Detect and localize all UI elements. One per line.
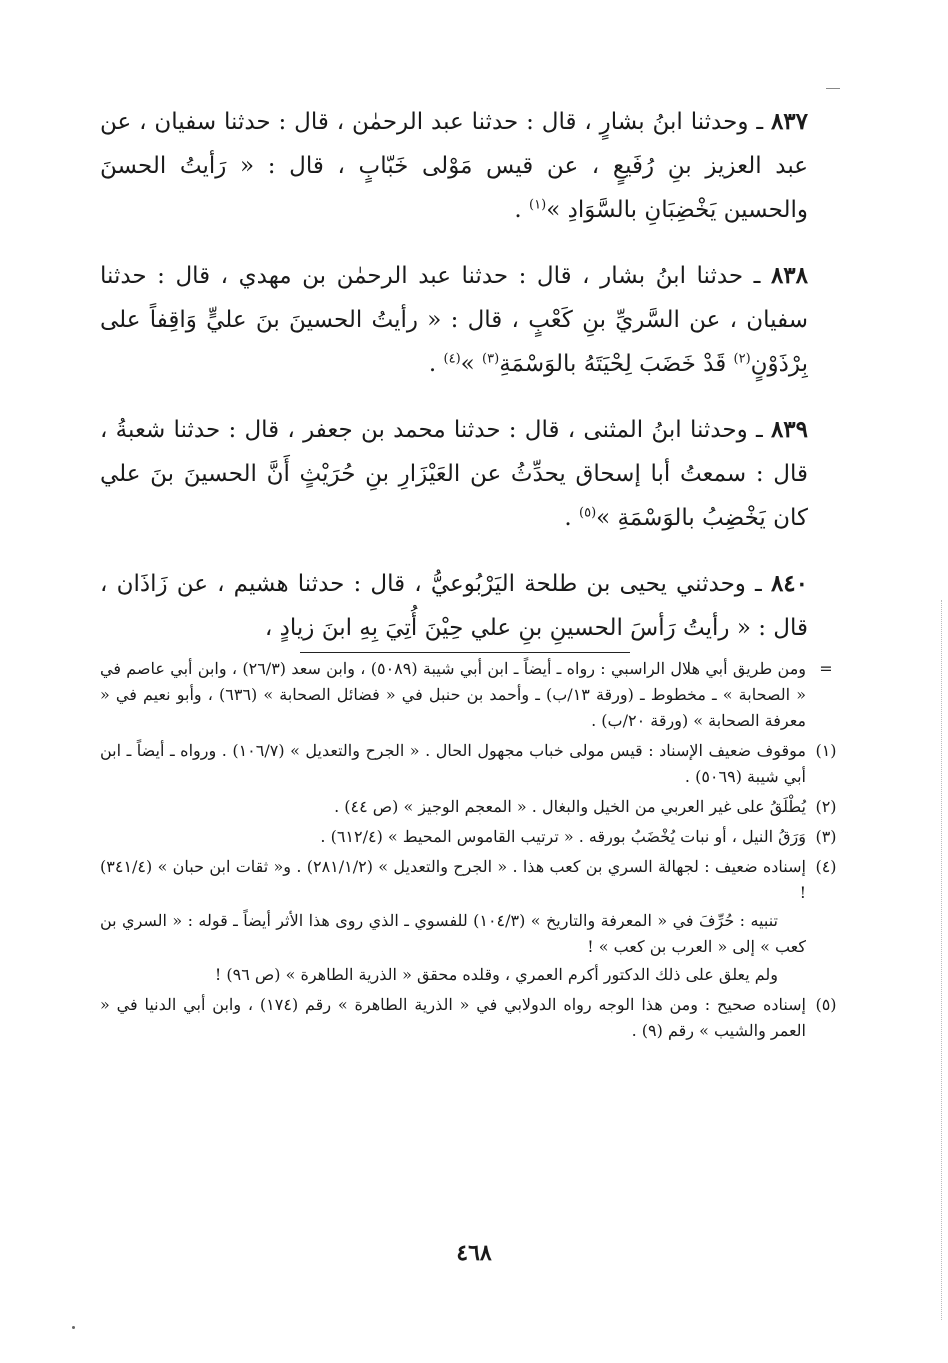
footnote-continuation [100, 656, 846, 734]
page-edge [940, 600, 942, 1320]
footnote-body [100, 824, 806, 850]
hadith-text: ـ وحدثنا ابنُ بشارٍ ، قال : حدثنا عبد الرحمٰن ، قال : حدثنا سفيان ، عن عبد العزيز بنِ رُفَيعٍ ، عن قيس مَوْلى خَبّابٍ ، قال : « رَأيتُ الحسنَ والحسين يَخْضِبَانِ بالسَّوَادِ » [100, 109, 808, 223]
footnote-3 [100, 824, 846, 850]
footnote-mark: (٥) [815, 995, 837, 1014]
footnote-mark: = [819, 659, 833, 678]
hadith-837 [100, 100, 808, 240]
footnote-note: ولم يعلق على ذلك الدكتور أكرم العمري ، وقلده محقق « الذرية الطاهرة » (ص ٩٦) ! [214, 965, 778, 984]
footnote-mark: (١) [815, 741, 837, 760]
footnotes [100, 656, 846, 1048]
footnote-body [100, 794, 806, 820]
footnote-2 [100, 794, 846, 820]
footnote-body [100, 992, 806, 1044]
footnote-4 [100, 854, 846, 988]
footnote-ref[interactable]: (١) [529, 197, 547, 213]
footnote-ref[interactable]: (٤) [443, 351, 461, 367]
footnote-note: تنبيه : حُرِّفَ في « المعرفة والتاريخ » (١٠٤/٣) للفسوي ـ الذي روى هذا الأثر أيضاً ـ قوله : « السري بن كعب » إلى « العرب بن كعب » ! [100, 911, 806, 956]
hadith-839 [100, 408, 808, 548]
corner-mark [826, 88, 840, 89]
hadith-text-middle: قَدْ خَضَبَ لِحْيَتَهُ بالوَسْمَةِ [499, 351, 734, 377]
hadith-text: ـ وحدثني يحيى بن طلحة اليَرْبُوعيُّ ، قال : حدثنا هشيم ، عن زَاذَان ، قال : « رأيتُ رَأسَ الحسينِ بنِ علي حِيْنَ أُتِيَ بِهِ ابنَ زيادٍ ، [100, 571, 808, 641]
footnote-mark: (٣) [815, 827, 837, 846]
footnote-paragraph: إسناده ضعيف : لجهالة السري بن كعب هذا . « الجرح والتعديل » (٢٨١/١/٢) . و« ثقات ابن حبان » (٣٤١/٤) ! [100, 857, 806, 902]
footnote-paragraph: موقوف ضعيف الإسناد : قيس مولى خباب مجهول الحال . « الجرح والتعديل » (١٠٦/٧) . ورواه ـ أيضاً ـ ابن أبي شيبة (٥٠٦٩) . [100, 741, 807, 786]
footnote-body [100, 738, 806, 790]
footnote-mark: (٢) [815, 797, 837, 816]
hadith-840 [100, 562, 808, 658]
footnote-ref[interactable]: (٣) [482, 351, 500, 367]
page-number: ٤٦٨ [456, 1240, 492, 1266]
hadith-text-end: . [428, 351, 444, 377]
hadith-number: ٨٣٩ [770, 416, 808, 443]
hadith-text-end: . [564, 505, 580, 531]
footnote-body [100, 656, 806, 734]
footnote-separator [300, 652, 630, 653]
footnote-paragraph: إسناده صحيح : ومن هذا الوجه رواه الدولابي في « الذرية الطاهرة » رقم (١٧٤) ، وابن أبي الدنيا في « العمر والشيب » رقم (٩) . [100, 995, 806, 1040]
footnote-paragraph: ومن طريق أبي هلال الراسبي : رواه ـ أيضاً ـ ابن أبي شيبة (٥٠٨٩) ، وابن سعد (٢٦/٣) ، وابن أبي عاصم في « الصحابة » ـ مخطوط ـ (ورقة ١٣/ب) ـ وأحمد بن حنبل في « فضائل الصحابة » (٦٣٦) ، وأبو نعيم في « معرفة الصحابة » (ورقة ٢٠/ب) . [100, 659, 807, 730]
footnote-paragraph: يُطْلَقُ على غير العربي من الخيل والبغال . « المعجم الوجيز » (ص ٤٤) . [334, 797, 806, 816]
hadith-number: ٨٣٨ [770, 262, 808, 289]
hadith-number: ٨٤٠ [770, 570, 808, 597]
hadith-number: ٨٣٧ [770, 108, 808, 135]
footnote-1 [100, 738, 846, 790]
hadith-text-end: . [514, 197, 530, 223]
footnote-ref[interactable]: (٥) [579, 505, 597, 521]
footnote-body [100, 854, 806, 988]
main-text [100, 100, 808, 658]
hadith-838 [100, 254, 808, 394]
footnote-mark: (٤) [815, 857, 837, 876]
footnote-5 [100, 992, 846, 1044]
hadith-text-after: » [460, 351, 483, 377]
hadith-text: ـ حدثنا ابنُ بشار ، قال : حدثنا عبد الرحمٰن بن مهدي ، قال : حدثنا سفيان ، عن السَّريِّ بنِ كَعْبٍ ، قال : « رأيتُ الحسينَ بنَ عليٍّ وَاقِفاً على بِرْذَوْنٍ [100, 263, 808, 377]
footnote-ref[interactable]: (٢) [733, 351, 751, 367]
hadith-text: ـ وحدثنا ابنُ المثنى ، قال : حدثنا محمد بن جعفر ، قال : حدثنا شعبةُ ، قال : سمعتُ أبا إسحاق يحدِّثُ عن العَيْزَارِ بنِ حُرَيْثٍ أَنَّ الحسينَ بنَ علي كان يَخْضِبُ بالوَسْمَةِ » [100, 417, 808, 531]
scan-speck [72, 1326, 75, 1329]
footnote-paragraph: وَرَقُ النيل ، أو نبات يُخْضَبُ بورقه . « ترتيب القاموس المحيط » (٦١٢/٤) . [320, 827, 806, 846]
